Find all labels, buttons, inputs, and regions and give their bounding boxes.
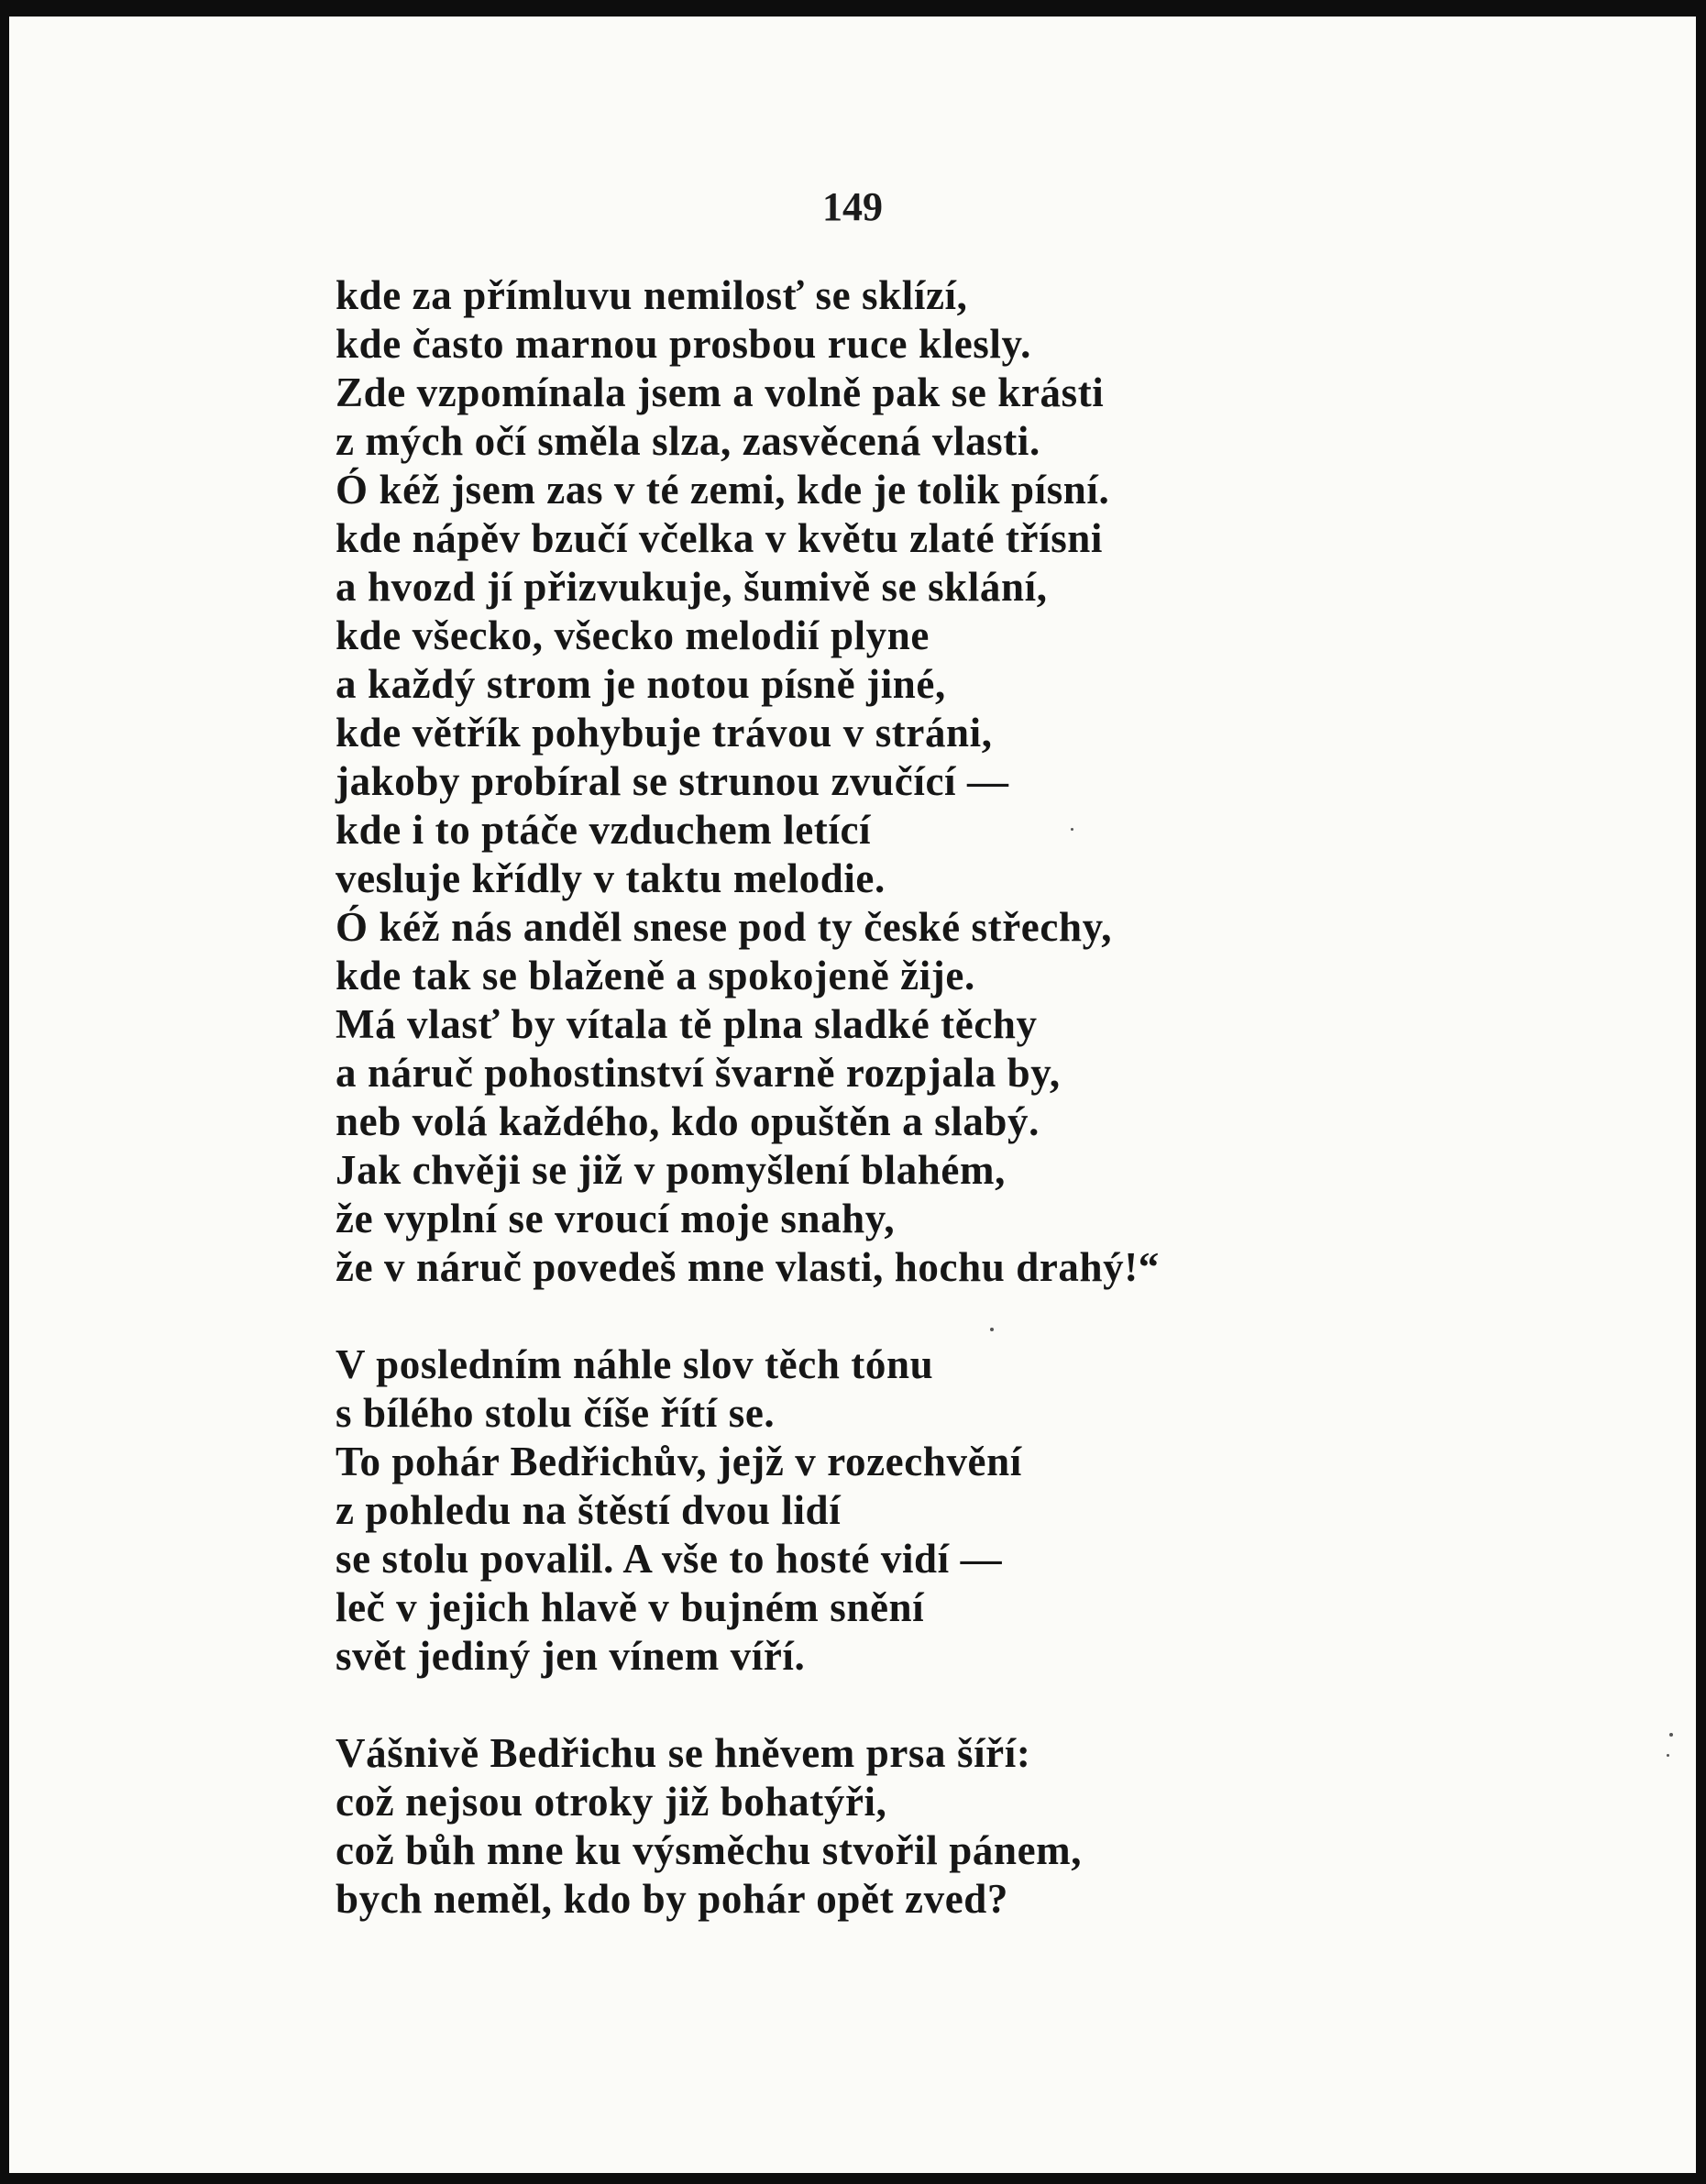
- stanza-2: [336, 1340, 1656, 1681]
- poem-line: leč v jejich hlavě v bujném snění: [336, 1584, 925, 1630]
- scan-speck: [990, 1328, 994, 1331]
- poem-line: Ó kéž jsem zas v té zemi, kde je tolik písní.: [336, 467, 1110, 513]
- poem-line: z mých očí směla slza, zasvěcená vlasti.: [336, 418, 1040, 464]
- poem-line: vesluje křídly v taktu melodie.: [336, 855, 886, 901]
- poem-line: což bůh mne ku výsměchu stvořil pánem,: [336, 1827, 1083, 1873]
- poem-line: Ó kéž nás anděl snese pod ty české střechy,: [336, 904, 1113, 950]
- poem-text: [336, 271, 1656, 1924]
- poem-line: Zde vzpomínala jsem a volně pak se krásti: [336, 370, 1105, 415]
- poem-line: kde větřík pohybuje trávou v stráni,: [336, 710, 993, 756]
- scan-speck: [1071, 828, 1073, 831]
- poem-line: se stolu povalil. A vše to hosté vidí —: [336, 1536, 1003, 1582]
- poem-line: z pohledu na štěstí dvou lidí: [336, 1487, 842, 1533]
- poem-line: kde za přímluvu nemilosť se sklízí,: [336, 272, 968, 318]
- poem-line: To pohár Bedřichův, jejž v rozechvění: [336, 1439, 1022, 1484]
- scan-speck: [1667, 1754, 1669, 1757]
- page-number: 149: [822, 184, 883, 229]
- poem-line: a hvozd jí přizvukuje, šumivě se sklání,: [336, 564, 1048, 610]
- stanza-1: [336, 271, 1656, 1292]
- poem-line: že vyplní se vroucí moje snahy,: [336, 1196, 896, 1241]
- poem-line: a náruč pohostinství švarně rozpjala by,: [336, 1050, 1061, 1096]
- poem-line: neb volá každého, kdo opuštěn a slabý.: [336, 1098, 1040, 1144]
- book-page: [9, 17, 1696, 2173]
- poem-line: kde všecko, všecko melodií plyne: [336, 612, 930, 658]
- poem-line: jakoby probíral se strunou zvučící —: [336, 758, 1009, 804]
- poem-line: kde často marnou prosbou ruce klesly.: [336, 321, 1031, 367]
- poem-line: bych neměl, kdo by pohár opět zved?: [336, 1876, 1008, 1922]
- scan-speck: [1669, 1733, 1673, 1737]
- poem-line: s bílého stolu číše řítí se.: [336, 1390, 776, 1436]
- poem-line: a každý strom je notou písně jiné,: [336, 661, 946, 707]
- poem-line: V posledním náhle slov těch tónu: [336, 1341, 934, 1387]
- poem-line: kde nápěv bzučí včelka v květu zlaté třísni: [336, 515, 1104, 561]
- poem-line: Jak chvěji se již v pomyšlení blahém,: [336, 1147, 1006, 1193]
- poem-line: což nejsou otroky již bohatýři,: [336, 1779, 887, 1825]
- stanza-3: [336, 1729, 1656, 1924]
- poem-line: Má vlasť by vítala tě plna sladké těchy: [336, 1001, 1038, 1047]
- poem-line: Vášnivě Bedřichu se hněvem prsa šíří:: [336, 1730, 1031, 1776]
- poem-line: svět jediný jen vínem víří.: [336, 1633, 806, 1679]
- poem-line: že v náruč povedeš mne vlasti, hochu drahý!“: [336, 1244, 1160, 1290]
- poem-line: kde tak se blaženě a spokojeně žije.: [336, 953, 975, 998]
- poem-line: kde i to ptáče vzduchem letící: [336, 807, 872, 853]
